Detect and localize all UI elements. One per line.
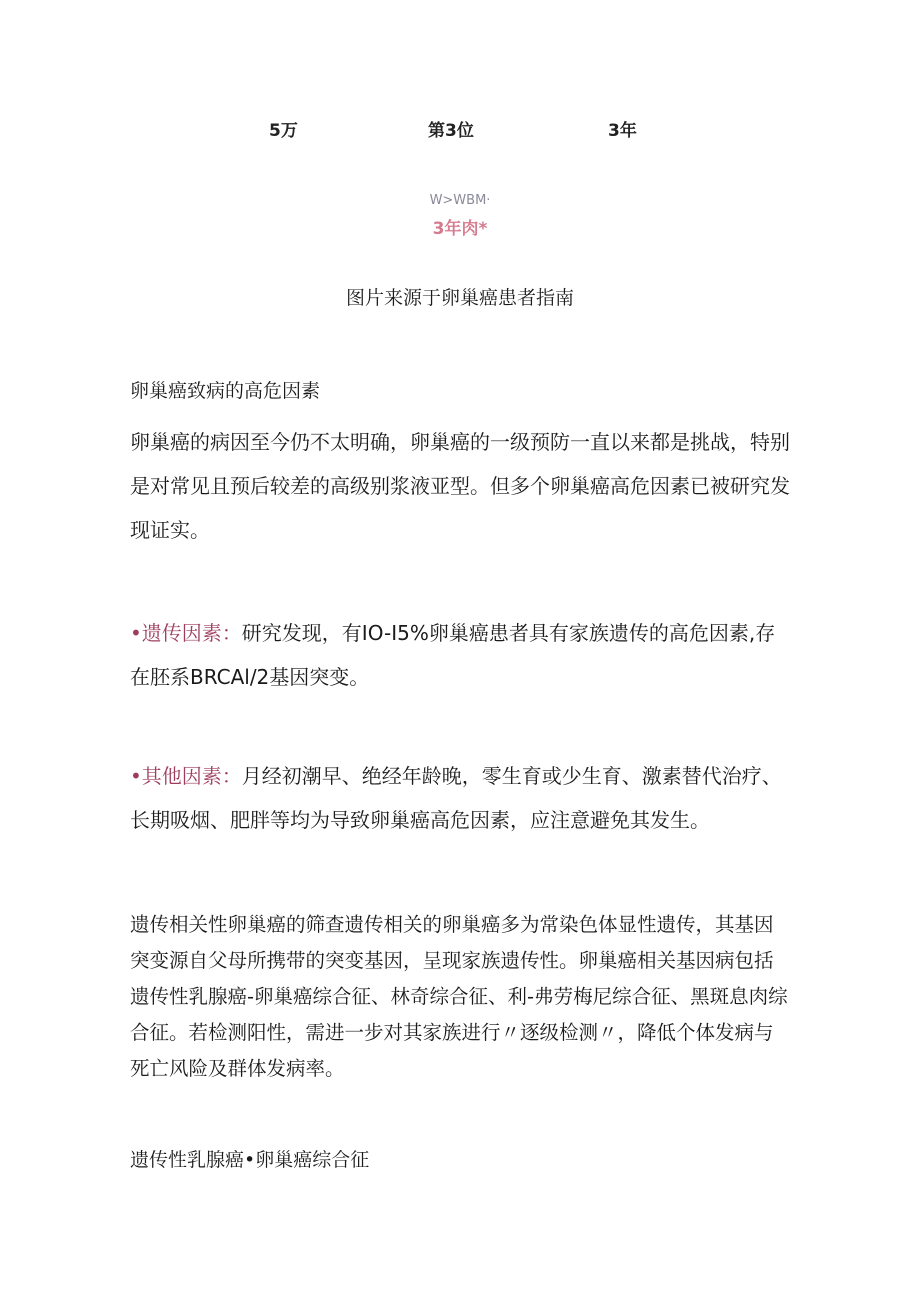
bullet-lead-other: •其他因素： <box>130 764 242 788</box>
figure-sublabel: W>WBM· <box>429 193 491 208</box>
figure-subvalue: 3年肉* <box>432 219 488 239</box>
stat-value-2: 第3位 <box>428 121 474 141</box>
bullet-text-genetic: 研究发现，有IO-I5%卵巢癌患者具有家族遗传的高危因素,存在胚系BRCAl/2基因突变。 <box>130 621 776 689</box>
bullet-text-other: 月经初潮早、绝经年龄晚，零生育或少生育、激素替代治疗、长期吸烟、肥胖等均为导致卵巢癌高危因素，应注意避免其发生。 <box>130 764 782 832</box>
bullet-other-factors <box>130 754 792 842</box>
stat-value-3: 3年 <box>608 121 637 141</box>
paragraph-screening: 遗传相关性卵巢癌的筛查遗传相关的卵巢癌多为常染色体显性遗传，其基因突变源自父母所携带的突变基因，呈现家族遗传性。卵巢癌相关基因病包括遗传性乳腺癌-卵巢癌综合征、林奇综合征、利-弗劳梅尼综合征、黑斑息肉综合征。若检测阳性，需进一步对其家族进行〃逐级检测〃，降低个体发病与死亡风险及群体发病率。 <box>130 913 788 1080</box>
bullet-lead-genetic: •遗传因素： <box>130 621 242 645</box>
section-title-hboc: 遗传性乳腺癌•卵巢癌综合征 <box>130 1149 370 1171</box>
figure-caption: 图片来源于卵巢癌患者指南 <box>345 287 574 309</box>
paragraph-etiology: 卵巢癌的病因至今仍不太明确，卵巢癌的一级预防一直以来都是挑战，特别是对常见且预后较差的高级别浆液亚型。但多个卵巢癌高危因素已被研究发现证实。 <box>130 430 790 542</box>
section-title-risk-factors: 卵巢癌致病的高危因素 <box>130 380 321 402</box>
bullet-genetic-factors <box>130 611 792 699</box>
stat-value-1: 5万 <box>269 121 298 141</box>
